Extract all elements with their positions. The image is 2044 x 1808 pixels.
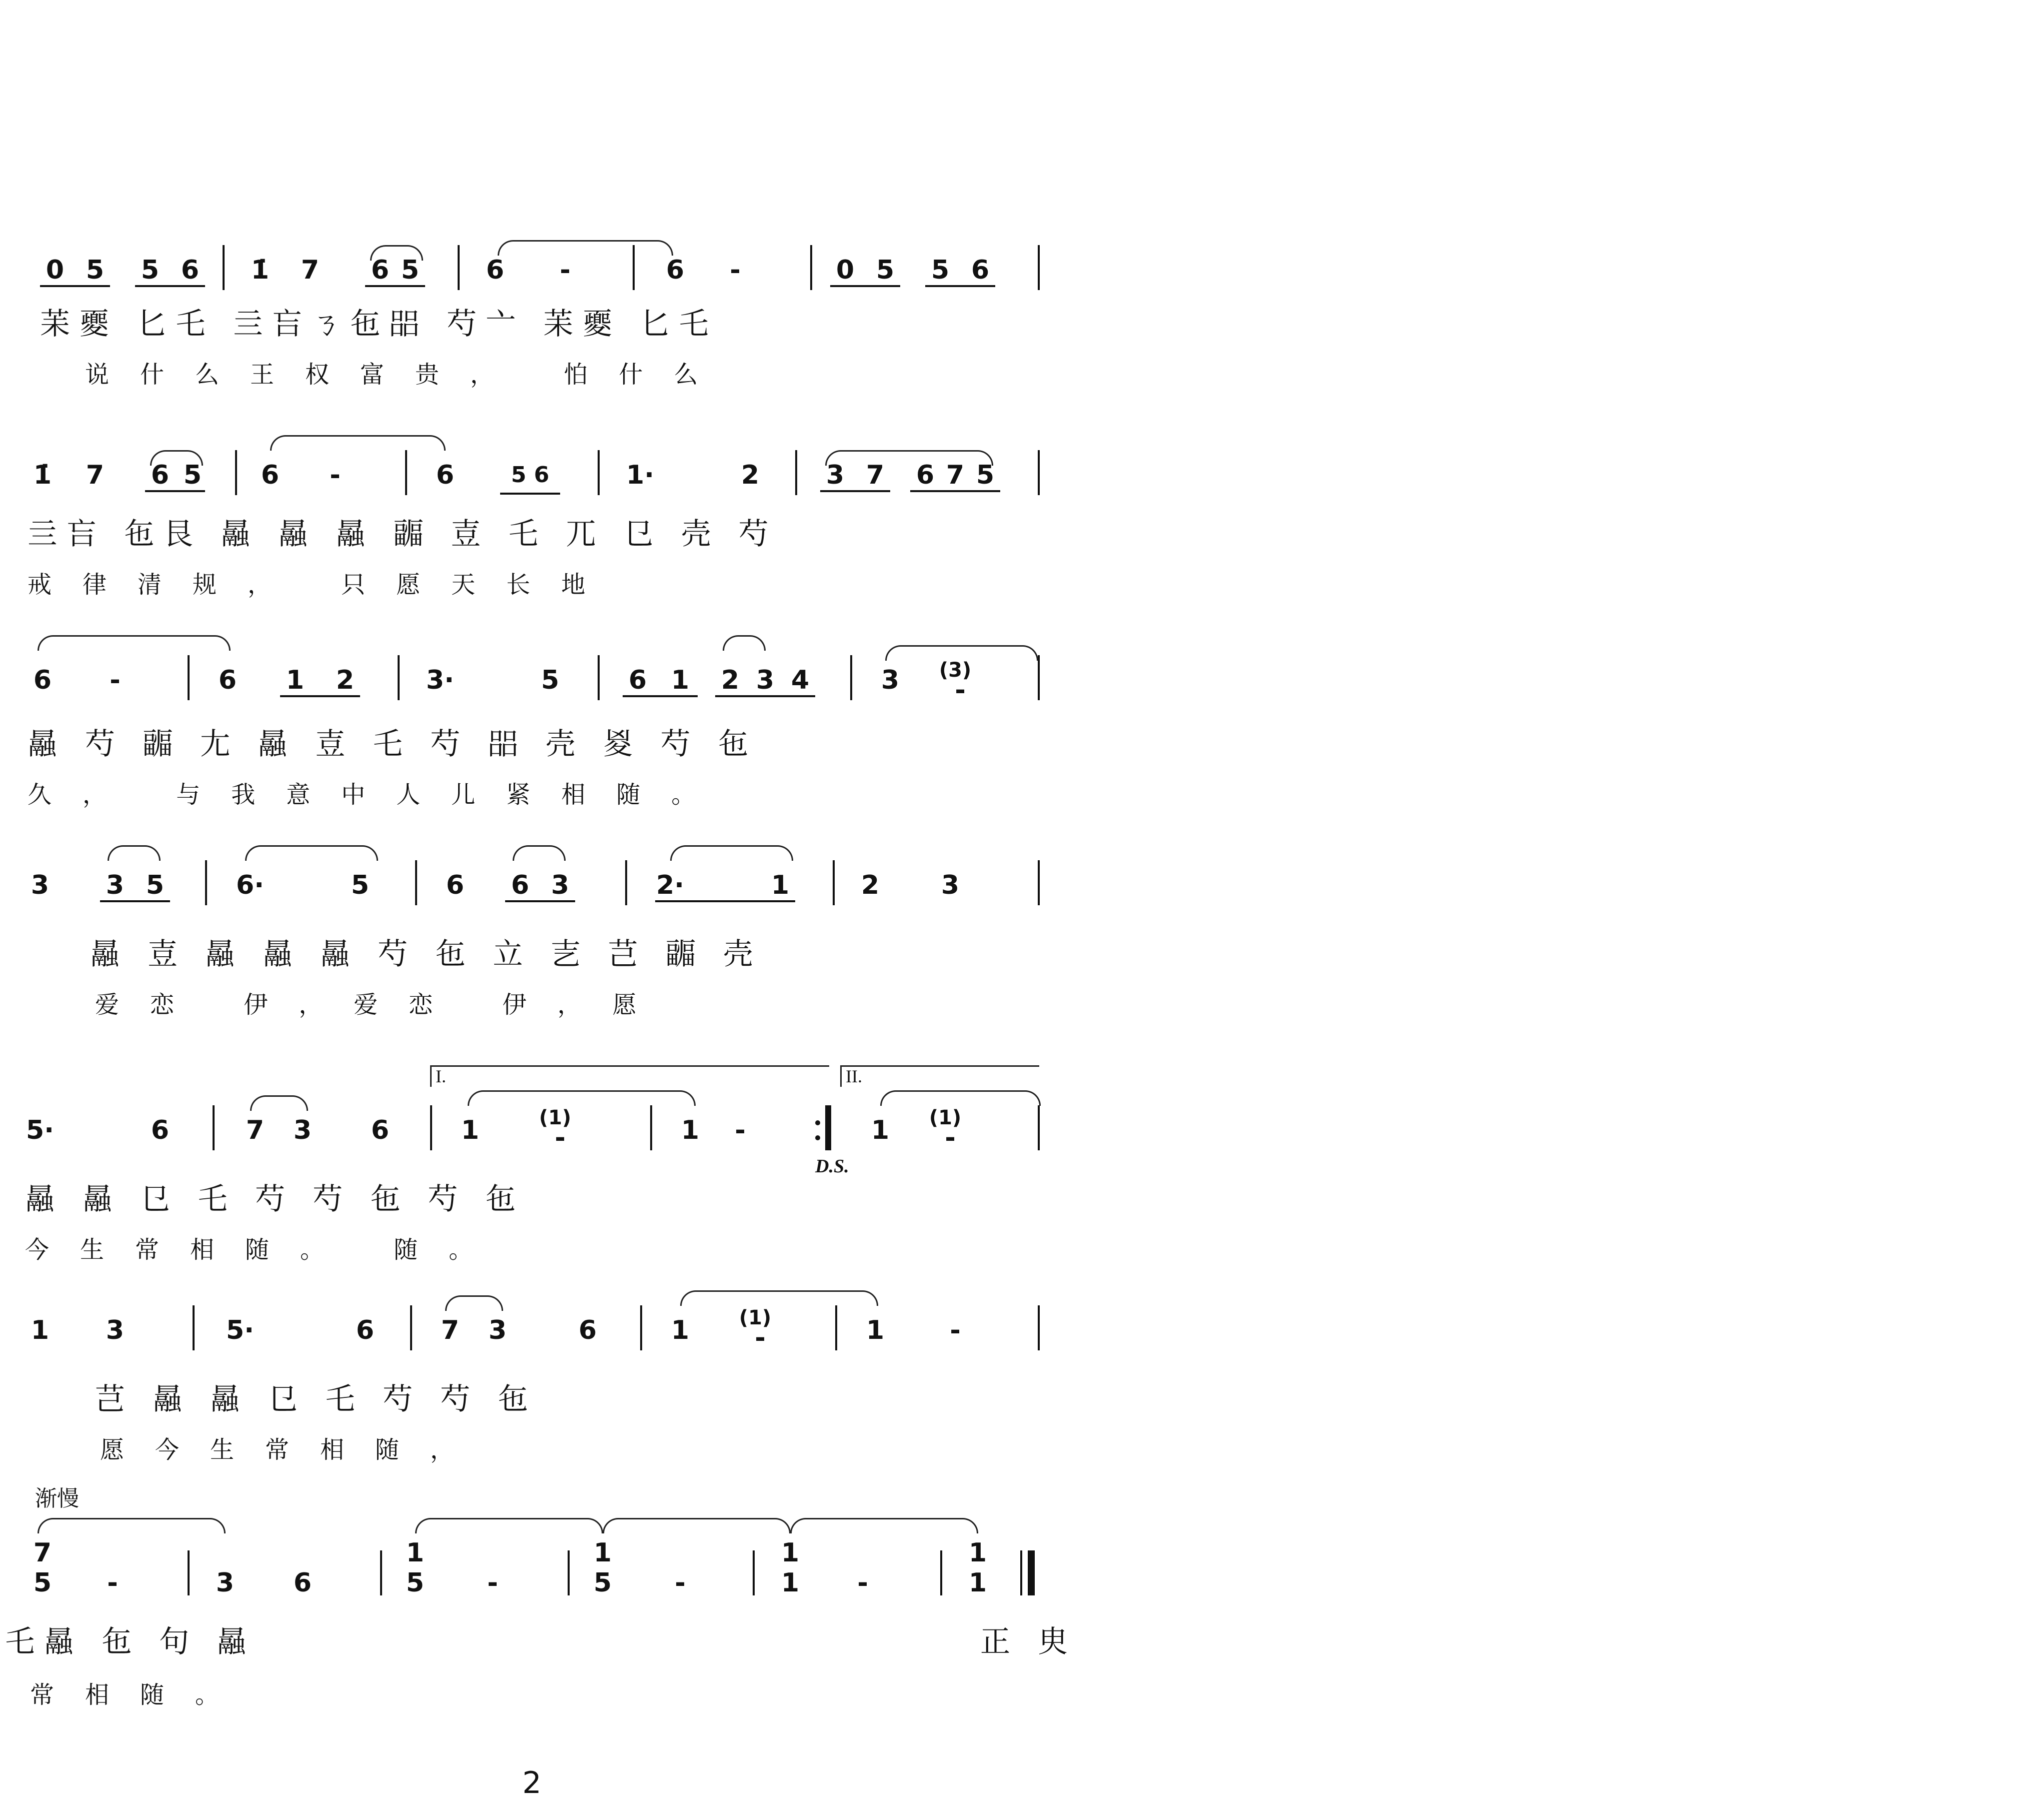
slur	[415, 1518, 603, 1533]
beam	[505, 900, 575, 902]
barline	[1038, 860, 1040, 905]
beam	[135, 285, 205, 287]
note: 7	[246, 1115, 265, 1145]
note: 6	[486, 255, 505, 285]
barline	[598, 655, 600, 700]
note: 1	[671, 665, 690, 695]
note: -	[555, 1123, 566, 1153]
note: 1	[968, 1568, 987, 1598]
note: -	[330, 460, 341, 490]
note: 5·	[26, 1115, 54, 1145]
barline	[188, 1550, 190, 1595]
note: 5	[931, 255, 950, 285]
barline	[850, 655, 852, 700]
note: 3·	[426, 665, 454, 695]
note: -	[110, 665, 121, 695]
jianzipu-line: 芑 曧 曧 㔾 乇 芍 芍 㐌	[95, 1382, 537, 1417]
beam	[910, 490, 1000, 492]
barline	[213, 1105, 215, 1150]
note: (1)	[739, 1306, 772, 1329]
note: 1̇	[33, 460, 52, 490]
slur	[38, 1518, 226, 1533]
note: 3	[106, 1315, 125, 1345]
jianzipu-line: 乇曧 㐌 句 曧	[5, 1624, 256, 1659]
repeat-dot	[815, 1120, 820, 1125]
jianzipu-ending: 正 㬰	[980, 1624, 1077, 1659]
final-barline-thick	[1028, 1550, 1035, 1595]
note: 1	[781, 1568, 800, 1598]
note: 7	[946, 460, 965, 490]
slur	[885, 645, 1038, 661]
barline	[650, 1105, 652, 1150]
dal-segno-marking: D.S.	[815, 1156, 849, 1177]
page-number: 2	[522, 1765, 542, 1800]
slur	[245, 845, 378, 861]
note: 1	[406, 1538, 425, 1568]
barline	[410, 1305, 412, 1350]
slur	[150, 450, 203, 466]
note: 1	[866, 1315, 885, 1345]
note: 5	[146, 870, 165, 900]
system-1	[0, 235, 1064, 400]
note: 5	[183, 460, 202, 490]
system-3	[0, 625, 1064, 810]
barline	[223, 245, 225, 290]
note: 5	[976, 460, 995, 490]
barline	[1038, 1105, 1040, 1150]
beam	[715, 695, 815, 697]
jianzipu-line: 曧 芍 疈 尢 曧 壴 乇 芍 㗊 壳 㚇 芍 㐌	[28, 727, 757, 762]
barline	[415, 860, 417, 905]
note: 6	[371, 1115, 390, 1145]
beam	[100, 900, 170, 902]
note: -	[735, 1115, 746, 1145]
barline	[940, 1550, 942, 1595]
note: 3	[31, 870, 50, 900]
final-barline-thin	[1020, 1550, 1022, 1595]
jianzipu-line: 苿夒 匕乇 亖吂ㄋ㐌㗊 芍亠 苿夒 匕乇	[40, 307, 718, 342]
note: (1)	[539, 1106, 572, 1129]
barline	[405, 450, 407, 495]
slur	[680, 1290, 878, 1306]
slur	[880, 1090, 1041, 1106]
lyrics-line: 爱恋 伊，爱恋 伊，愿	[95, 991, 668, 1019]
note: 2	[741, 460, 760, 490]
slur	[603, 1518, 791, 1533]
note: 5	[351, 870, 370, 900]
note: -	[857, 1568, 868, 1598]
note: 6	[261, 460, 280, 490]
note: 3	[293, 1115, 312, 1145]
beam	[280, 695, 360, 697]
note: (1)	[929, 1106, 962, 1129]
note: 1	[871, 1115, 890, 1145]
note: -	[675, 1568, 686, 1598]
note: 2	[861, 870, 880, 900]
note: -	[955, 675, 966, 705]
note: 2	[336, 665, 355, 695]
note: 0	[46, 255, 65, 285]
beam	[820, 490, 890, 492]
slur	[38, 635, 231, 651]
note: 3	[756, 665, 775, 695]
slur	[445, 1295, 503, 1311]
barline	[1038, 450, 1040, 495]
barline	[205, 860, 207, 905]
note: -	[487, 1568, 498, 1598]
slur	[825, 450, 993, 466]
jianzipu-line: 曧 壴 曧 曧 曧 芍 㐌 立 㐊 芑 疈 壳	[90, 937, 762, 972]
note: 5	[86, 255, 105, 285]
note: 1	[461, 1115, 480, 1145]
system-7	[0, 1480, 1077, 1720]
system-5	[0, 1055, 1064, 1265]
tempo-marking: 渐慢	[35, 1486, 79, 1511]
note: 6	[356, 1315, 375, 1345]
note: 2·	[656, 870, 684, 900]
volta-first-ending	[430, 1065, 829, 1087]
barline	[458, 245, 460, 290]
barline	[1038, 655, 1040, 700]
note: 1	[593, 1538, 612, 1568]
barline	[810, 245, 812, 290]
slur	[790, 1518, 978, 1533]
note: 1	[781, 1538, 800, 1568]
beam	[925, 285, 995, 287]
note: -	[755, 1323, 766, 1353]
volta-label: II.	[846, 1066, 862, 1086]
repeat-barline	[825, 1105, 831, 1150]
beam	[655, 900, 795, 902]
barline	[1038, 1305, 1040, 1350]
note: 5	[876, 255, 895, 285]
note: 1̇	[251, 255, 270, 285]
note: 6	[446, 870, 465, 900]
note: 6	[436, 460, 455, 490]
note: 6	[218, 665, 237, 695]
note: 6	[916, 460, 935, 490]
note: 6	[628, 665, 647, 695]
system-2	[0, 430, 1064, 600]
note: 6	[578, 1315, 597, 1345]
barline	[640, 1305, 642, 1350]
beam	[40, 285, 110, 287]
beam	[830, 285, 900, 287]
barline	[235, 450, 237, 495]
note: 5 6	[511, 462, 550, 488]
note: 4	[791, 665, 810, 695]
system-4	[0, 830, 1064, 1020]
lyrics-line: 说什么王权富贵， 怕什么	[85, 361, 729, 389]
slur	[108, 845, 161, 861]
barline	[188, 655, 190, 700]
note: 5	[593, 1568, 612, 1598]
note: 3	[551, 870, 570, 900]
note: 3	[881, 665, 900, 695]
note: -	[950, 1315, 961, 1345]
note: 0	[836, 255, 855, 285]
note: (3)	[939, 659, 972, 682]
beam	[145, 490, 205, 492]
note: 6	[511, 870, 530, 900]
slur	[468, 1090, 696, 1106]
note: 6	[151, 460, 170, 490]
note: 5	[33, 1568, 52, 1598]
note: 6	[151, 1115, 170, 1145]
beam	[365, 285, 425, 287]
repeat-dot	[815, 1135, 820, 1140]
lyrics-line: 愿今生常相随，	[100, 1436, 486, 1464]
lyrics-line: 今生常相随。 随。	[25, 1236, 504, 1264]
jianzipu-line: 亖吂 㐌艮 曧 曧 曧 疈 壴 乇 兀 㔾 壳 芍	[28, 517, 778, 552]
slur	[370, 245, 423, 261]
barline	[598, 450, 600, 495]
barline	[795, 450, 797, 495]
barline	[753, 1550, 755, 1595]
barline	[193, 1305, 195, 1350]
barline	[430, 1105, 432, 1150]
note: 5	[401, 255, 420, 285]
note: 1	[671, 1315, 690, 1345]
note: 6	[971, 255, 990, 285]
note: -	[560, 255, 571, 285]
note: 5	[541, 665, 560, 695]
note: 5	[406, 1568, 425, 1598]
barline	[568, 1550, 570, 1595]
note: 6	[666, 255, 685, 285]
note: 7	[33, 1538, 52, 1568]
note: 6·	[236, 870, 264, 900]
barline	[835, 1305, 837, 1350]
slur	[670, 845, 793, 861]
beam	[500, 493, 560, 495]
note: 5·	[226, 1315, 254, 1345]
note: -	[945, 1123, 956, 1153]
jianzipu-line: 曧 曧 㔾 乇 芍 芍 㐌 芍 㐌	[25, 1182, 525, 1217]
barline	[633, 245, 635, 290]
note: 2	[721, 665, 740, 695]
slur	[498, 240, 673, 256]
note: 7	[86, 460, 105, 490]
note: 3	[106, 870, 125, 900]
note: 3	[216, 1568, 235, 1598]
note: 3	[488, 1315, 507, 1345]
note: 6	[371, 255, 390, 285]
note: -	[107, 1568, 118, 1598]
note: 1	[286, 665, 305, 695]
slur	[250, 1095, 308, 1111]
slur	[513, 845, 566, 861]
barline	[380, 1550, 382, 1595]
note: -	[730, 255, 741, 285]
barline	[833, 860, 835, 905]
lyrics-line: 戒律清规， 只愿天长地	[28, 571, 617, 599]
note: 1·	[626, 460, 654, 490]
lyrics-line: 久， 与我意中人儿紧相随。	[28, 781, 727, 809]
volta-second-ending	[840, 1065, 1039, 1087]
lyrics-line: 常相随。	[30, 1681, 251, 1709]
note: 6	[293, 1568, 312, 1598]
barline	[1038, 245, 1040, 290]
slur	[270, 435, 446, 451]
note: 6	[33, 665, 52, 695]
note: 7	[441, 1315, 460, 1345]
note: 3	[826, 460, 845, 490]
system-6	[0, 1280, 1064, 1470]
volta-label: I.	[436, 1066, 446, 1086]
note: 1	[31, 1315, 50, 1345]
note: 7	[866, 460, 885, 490]
note: 1	[968, 1538, 987, 1568]
slur	[723, 635, 766, 651]
note: 1	[681, 1115, 700, 1145]
note: 6	[181, 255, 200, 285]
barline	[625, 860, 627, 905]
note: 5	[141, 255, 160, 285]
beam	[623, 695, 698, 697]
note: 7	[301, 255, 320, 285]
note: 3	[941, 870, 960, 900]
barline	[398, 655, 400, 700]
note: 1	[771, 870, 790, 900]
